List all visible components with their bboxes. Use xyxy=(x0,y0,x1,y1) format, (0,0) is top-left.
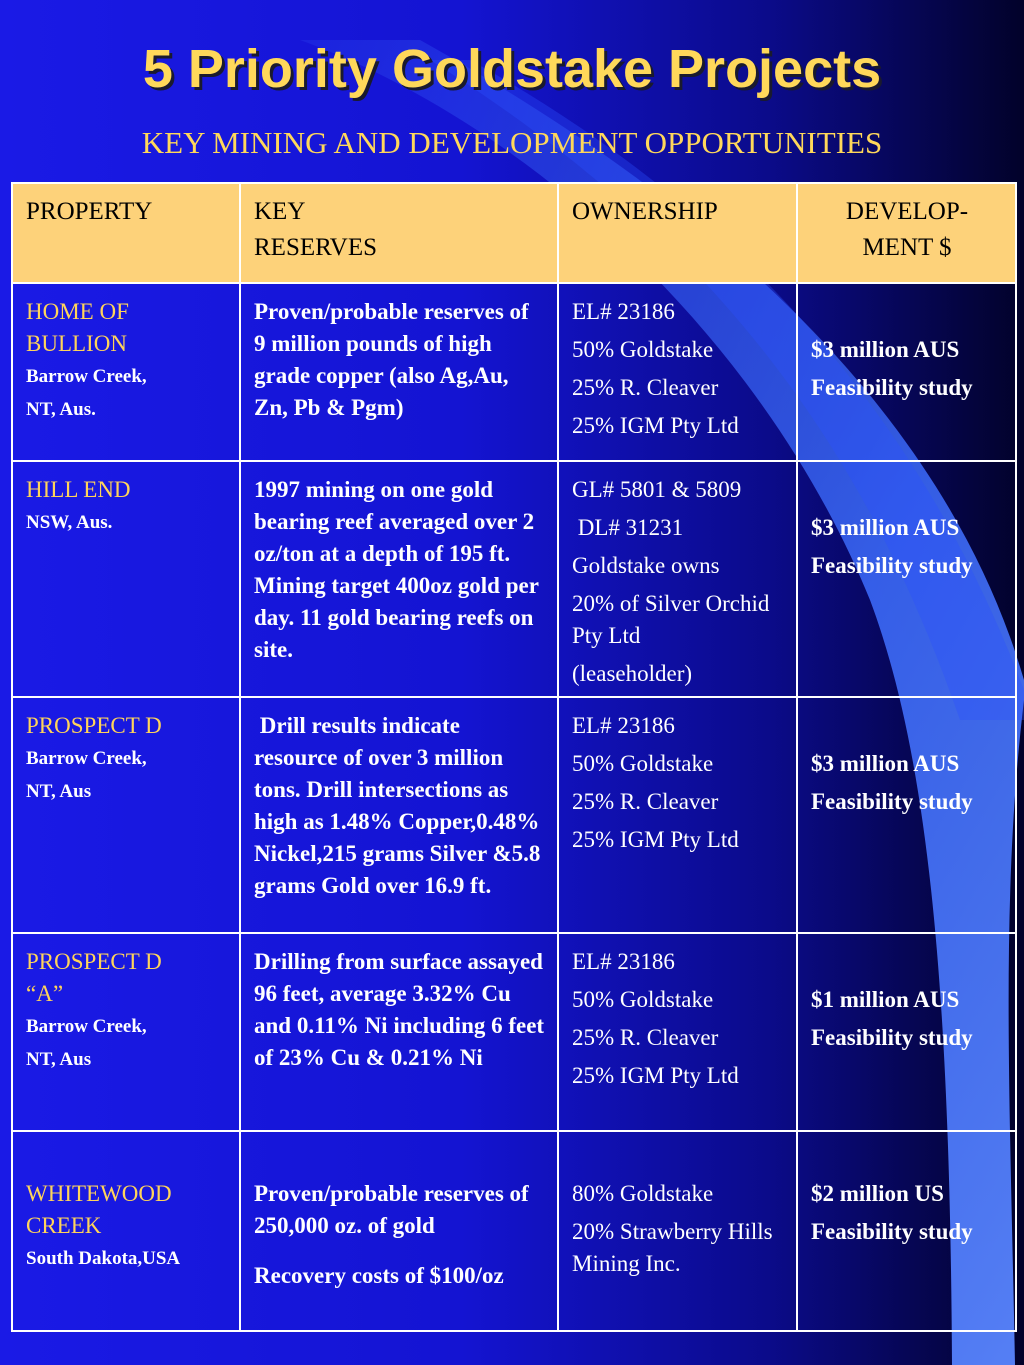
page-title: 5 Priority Goldstake Projects xyxy=(142,39,882,99)
property-name: PROSPECT D xyxy=(26,949,162,974)
header-development: DEVELOP- MENT $ xyxy=(797,183,1016,283)
ownership-line: 25% IGM Pty Ltd xyxy=(572,827,739,852)
ownership-line: DL# 31231 xyxy=(572,515,684,540)
property-location: NT, Aus. xyxy=(26,399,96,420)
property-name: WHITEWOOD xyxy=(26,1181,172,1206)
ownership-line: 25% R. Cleaver xyxy=(572,375,719,400)
ownership-line: Goldstake owns xyxy=(572,553,720,578)
table-row xyxy=(12,283,1016,461)
table-row xyxy=(12,1131,1016,1331)
header-property: PROPERTY xyxy=(12,183,240,283)
development-note: Feasibility study xyxy=(811,553,973,578)
ownership-cell xyxy=(558,283,797,461)
ownership-line: (leaseholder) xyxy=(572,661,693,686)
ownership-line: 20% Strawberry Hills Mining Inc. xyxy=(572,1219,773,1276)
ownership-line: 80% Goldstake xyxy=(572,1181,714,1206)
property-cell xyxy=(12,933,240,1131)
development-amount: $3 million AUS xyxy=(811,515,960,540)
development-amount: $2 million US xyxy=(811,1181,944,1206)
ownership-line: 50% Goldstake xyxy=(572,337,714,362)
development-cell xyxy=(797,697,1016,933)
development-note: Feasibility study xyxy=(811,375,973,400)
property-name: PROSPECT D xyxy=(26,713,162,738)
property-name: HILL END xyxy=(26,477,131,502)
table-header-row xyxy=(12,183,1016,283)
reserves-text: Recovery costs of $100/oz xyxy=(254,1263,504,1288)
development-cell xyxy=(797,461,1016,697)
development-amount: $1 million AUS xyxy=(811,987,960,1012)
development-note: Feasibility study xyxy=(811,1025,973,1050)
table-row xyxy=(12,461,1016,697)
ownership-cell xyxy=(558,1131,797,1331)
development-cell xyxy=(797,1131,1016,1331)
ownership-line: 50% Goldstake xyxy=(572,987,714,1012)
development-cell xyxy=(797,283,1016,461)
property-name: BULLION xyxy=(26,331,127,356)
ownership-line: EL# 23186 xyxy=(572,713,675,738)
ownership-line: GL# 5801 & 5809 xyxy=(572,477,742,502)
table-row xyxy=(12,697,1016,933)
development-note: Feasibility study xyxy=(811,789,973,814)
ownership-cell xyxy=(558,697,797,933)
ownership-line: 25% R. Cleaver xyxy=(572,789,719,814)
header-ownership: OWNERSHIP xyxy=(558,183,797,283)
property-cell xyxy=(12,697,240,933)
property-cell xyxy=(12,283,240,461)
development-amount: $3 million AUS xyxy=(811,337,960,362)
reserves-cell xyxy=(240,1131,558,1331)
reserves-cell: Proven/probable reserves of 9 million pounds of high grade copper (also Ag,Au, Zn, Pb & Pgm) xyxy=(240,283,558,461)
reserves-text: Proven/probable reserves of 250,000 oz. of gold xyxy=(254,1181,529,1238)
development-cell xyxy=(797,933,1016,1131)
property-location: Barrow Creek, xyxy=(26,366,147,387)
property-name: HOME OF xyxy=(26,299,129,324)
property-cell xyxy=(12,1131,240,1331)
ownership-line: 50% Goldstake xyxy=(572,751,714,776)
property-location: South Dakota,USA xyxy=(26,1248,181,1269)
development-amount: $3 million AUS xyxy=(811,751,960,776)
property-location: Barrow Creek, xyxy=(26,748,147,769)
property-location: NT, Aus xyxy=(26,781,92,802)
header-key-reserves: KEY RESERVES xyxy=(240,183,558,283)
property-location: NSW, Aus. xyxy=(26,512,113,533)
ownership-line: EL# 23186 xyxy=(572,299,675,324)
property-location: NT, Aus xyxy=(26,1049,92,1070)
ownership-line: 25% IGM Pty Ltd xyxy=(572,1063,739,1088)
property-cell xyxy=(12,461,240,697)
development-note: Feasibility study xyxy=(811,1219,973,1244)
ownership-line: EL# 23186 xyxy=(572,949,675,974)
reserves-cell: Drill results indicate resource of over 3 million tons. Drill intersections as high as 1.48% Copper,0.48% Nickel,215 grams Silver &5.8 grams Gold over 16.9 ft. xyxy=(240,697,558,933)
property-name: CREEK xyxy=(26,1213,102,1238)
ownership-line: 25% R. Cleaver xyxy=(572,1025,719,1050)
property-name: “A” xyxy=(26,981,64,1006)
reserves-cell: Drilling from surface assayed 96 feet, average 3.32% Cu and 0.11% Ni including 6 feet of 23% Cu & 0.21% Ni xyxy=(240,933,558,1131)
ownership-cell xyxy=(558,933,797,1131)
ownership-cell xyxy=(558,461,797,697)
page-subtitle: KEY MINING AND DEVELOPMENT OPPORTUNITIES xyxy=(141,125,883,160)
table-row xyxy=(12,933,1016,1131)
reserves-cell: 1997 mining on one gold bearing reef averaged over 2 oz/ton at a depth of 195 ft. Mining target 400oz gold per day. 11 gold bearing reefs on site. xyxy=(240,461,558,697)
ownership-line: 25% IGM Pty Ltd xyxy=(572,413,739,438)
projects-table xyxy=(11,182,1017,1332)
ownership-line: 20% of Silver Orchid Pty Ltd xyxy=(572,591,770,648)
property-location: Barrow Creek, xyxy=(26,1016,147,1037)
